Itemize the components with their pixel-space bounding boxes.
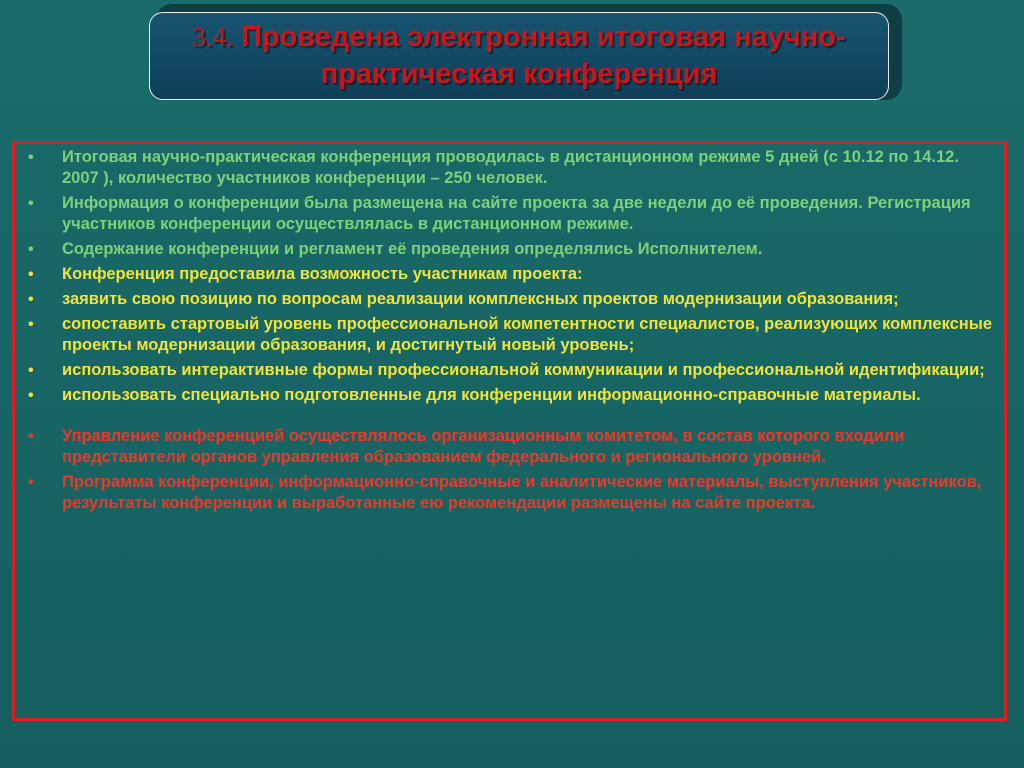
bullet-text: Информация о конференции была размещена на сайте проекта за две недели до её проведения. Регистрация участников конференции осуществлялась в дистанционном режиме. [62,194,971,233]
bullet-dot: • [28,474,34,491]
bullet-dot: • [28,241,34,258]
bullet-text: Содержание конференции и регламент её проведения определялись Исполнителем. [62,240,763,258]
bullet-text: Итоговая научно-практическая конференция проводилась в дистанционном режиме 5 дней (с 10.12 по 14.12. 2007 ), количество участников конференции – 250 человек. [62,148,959,187]
bullet-dot: • [28,149,34,166]
bullet-item [28,426,998,468]
bullet-dot: • [28,291,34,308]
title-text: Проведена электронная итоговая научно-практическая конференция [240,21,846,90]
bullet-text: Конференция предоставила возможность участникам проекта: [62,265,583,283]
bullet-text: использовать специально подготовленные для конференции информационно-справочные материалы. [62,386,921,404]
slide-title [150,19,888,93]
bullet-item [28,264,998,285]
title-number: 3.4. [192,22,233,52]
bullet-list [28,147,998,518]
title-box [149,12,889,100]
bullet-item [28,193,998,235]
bullet-item [28,360,998,381]
bullet-text: Управление конференцией осуществлялось организационным комитетом, в состав которого входили представители органов управления образованием федерального и регионального уровней. [62,427,905,466]
bullet-item [28,147,998,189]
bullet-dot: • [28,362,34,379]
bullet-item [28,385,998,406]
bullet-dot: • [28,266,34,283]
bullet-dot: • [28,195,34,212]
bullet-item [28,472,998,514]
bullet-dot: • [28,316,34,333]
bullet-text: Программа конференции, информационно-справочные и аналитические материалы, выступления участников, результаты конференции и выработанные ею рекомендации размещены на сайте проекта. [62,473,982,512]
bullet-text: сопоставить стартовый уровень профессиональной компетентности специалистов, реализующих комплексные проекты модернизации образования, и достигнутый новый уровень; [62,315,993,354]
bullet-text: заявить свою позицию по вопросам реализации комплексных проектов модернизации образования; [62,290,899,308]
bullet-item [28,314,998,356]
bullet-item [28,289,998,310]
bullet-item [28,239,998,260]
bullet-dot: • [28,387,34,404]
bullet-dot: • [28,428,34,445]
bullet-text: использовать интерактивные формы профессиональной коммуникации и профессиональной идентификации; [62,361,985,379]
